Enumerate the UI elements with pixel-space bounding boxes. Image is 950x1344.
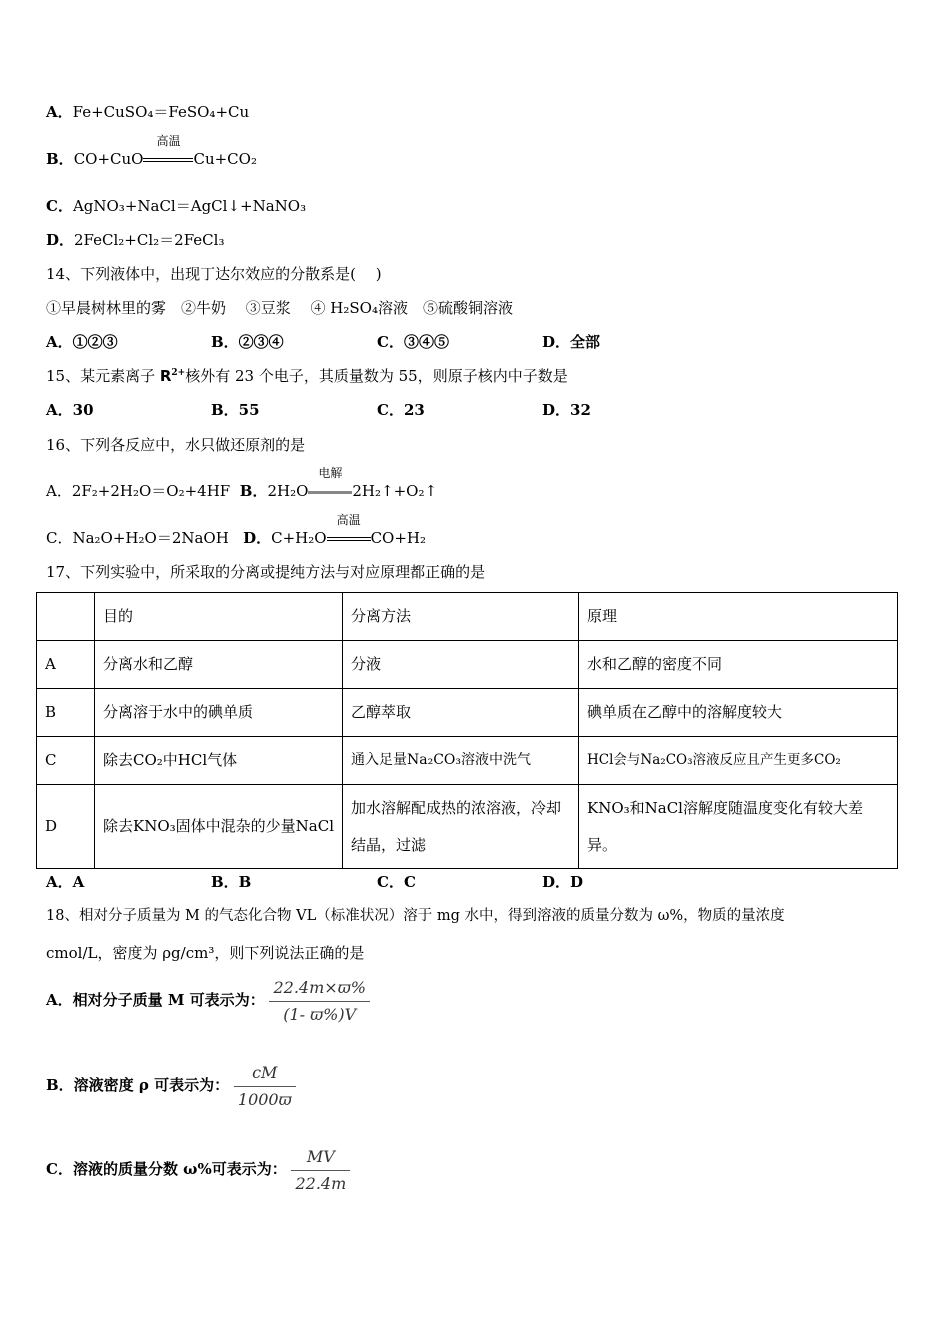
q18-c-denominator: 22.4m <box>295 1173 347 1193</box>
table-cell: 分离水和乙醇 <box>95 641 343 689</box>
q16-options-cd <box>46 513 427 548</box>
q16-b-arrow <box>308 466 352 501</box>
q14-option-b: B．②③④ <box>211 333 284 351</box>
q13-option-c <box>46 196 306 216</box>
table-header-cell <box>37 593 95 641</box>
q18-b-denominator: 1000ϖ <box>237 1089 292 1109</box>
q16-d-left: C+H₂O <box>271 529 327 547</box>
q13-c-label: C． <box>46 197 73 215</box>
q18-a-numerator: 22.4m×ϖ% <box>269 977 369 1002</box>
table-cell: 加水溶解配成热的浓溶液，冷却结晶，过滤 <box>343 785 579 869</box>
q13-d-label: D． <box>46 231 75 249</box>
q17-stem: 17、下列实验中，所采取的分离或提纯方法与对应原理都正确的是 <box>46 563 486 581</box>
q18-option-b <box>46 1060 296 1110</box>
q14-option-c: C．③④⑤ <box>377 333 449 351</box>
table-header-cell: 分离方法 <box>343 593 579 641</box>
q15-stem-start: 15、某元素离子 <box>46 367 160 385</box>
q16-b-right: 2H₂↑+O₂↑ <box>352 482 438 500</box>
table-cell: KNO₃和NaCl溶解度随温度变化有较大差异。 <box>579 785 898 869</box>
table-cell: 水和乙醇的密度不同 <box>579 641 898 689</box>
q14-items: ①早晨树林里的雾 ②牛奶 ③豆浆 ④ H₂SO₄溶液 ⑤硫酸铜溶液 <box>46 299 513 317</box>
q13-b-arrow <box>143 134 193 169</box>
table-cell: 除去KNO₃固体中混杂的少量NaCl <box>95 785 343 869</box>
table-cell: 乙醇萃取 <box>343 689 579 737</box>
q18-c-numerator: MV <box>291 1146 350 1171</box>
q16-d-condition: 高温 <box>336 513 361 527</box>
q13-b-label: B． <box>46 150 74 168</box>
table-cell: D <box>37 785 95 869</box>
q16-d-label: D． <box>243 529 272 547</box>
q13-d-equation: 2FeCl₂+Cl₂＝2FeCl₃ <box>74 231 225 249</box>
q18-option-c <box>46 1144 350 1194</box>
q13-option-b <box>46 134 257 169</box>
q15-ion-symbol: R <box>159 367 172 385</box>
q16-option-c: C．Na₂O+H₂O＝2NaOH <box>46 529 229 547</box>
q13-c-equation: AgNO₃+NaCl＝AgCl↓+NaNO₃ <box>72 197 307 215</box>
q17-option-b: B．B <box>211 873 252 891</box>
q13-option-a <box>46 102 249 122</box>
q16-stem: 16、下列各反应中，水只做还原剂的是 <box>46 436 306 454</box>
q14-stem: 14、下列液体中，出现丁达尔效应的分散系是( ) <box>46 265 382 283</box>
q17-options <box>46 872 916 892</box>
table-header-cell: 原理 <box>579 593 898 641</box>
q17-table <box>36 592 898 869</box>
q18-c-fraction <box>291 1146 350 1195</box>
table-cell: 碘单质在乙醇中的溶解度较大 <box>579 689 898 737</box>
q13-a-equation: Fe+CuSO₄＝FeSO₄+Cu <box>72 103 250 121</box>
table-cell: 除去CO₂中HCl气体 <box>95 737 343 785</box>
q15-option-b: B．55 <box>211 401 260 419</box>
q15-option-c: C．23 <box>377 401 425 419</box>
q14-option-a: A．①②③ <box>46 333 118 351</box>
q13-option-d <box>46 230 224 250</box>
q16-b-label: B． <box>239 482 268 500</box>
q14-option-d: D．全部 <box>542 333 601 351</box>
q18-stem-line2: cmol/L，密度为 ρg/cm³，则下列说法正确的是 <box>46 944 365 962</box>
table-header-cell: 目的 <box>95 593 343 641</box>
table-cell: A <box>37 641 95 689</box>
table-row <box>37 641 898 689</box>
q14-options <box>46 332 916 352</box>
q18-a-denominator: (1- ϖ%)V <box>283 1004 357 1024</box>
q15-stem-end: 核外有 23 个电子，其质量数为 55，则原子核内中子数是 <box>185 367 568 385</box>
q16-d-right: CO+H₂ <box>370 529 427 547</box>
table-row <box>37 737 898 785</box>
q15-options <box>46 400 916 420</box>
q17-option-a: A．A <box>46 873 85 891</box>
q18-b-numerator: cM <box>234 1062 296 1087</box>
q18-stem-line1: 18、相对分子质量为 M 的气态化合物 VL（标准状况）溶于 mg 水中，得到溶液的质量分数为 ω%，物质的量浓度 <box>46 908 785 924</box>
q16-option-a: A．2F₂+2H₂O＝O₂+4HF <box>46 482 231 500</box>
table-row <box>37 785 898 869</box>
table-cell: 分离溶于水中的碘单质 <box>95 689 343 737</box>
q16-b-condition: 电解 <box>318 466 343 480</box>
q18-a-fraction <box>269 977 369 1026</box>
q16-d-arrow <box>327 513 371 548</box>
q13-b-left: CO+CuO <box>73 150 144 168</box>
q18-c-text: C．溶液的质量分数 ω%可表示为： <box>46 1160 287 1178</box>
q18-b-text: B．溶液密度 ρ 可表示为： <box>46 1076 230 1094</box>
q13-a-label: A． <box>46 103 73 121</box>
q15-option-d: D．32 <box>542 401 591 419</box>
q17-option-c: C．C <box>377 873 416 891</box>
q13-b-right: Cu+CO₂ <box>193 150 257 168</box>
table-cell: HCl会与Na₂CO₃溶液反应且产生更多CO₂ <box>579 737 898 785</box>
table-cell: 通入足量Na₂CO₃溶液中洗气 <box>343 737 579 785</box>
table-cell: C <box>37 737 95 785</box>
table-row <box>37 689 898 737</box>
q15-stem <box>46 366 568 386</box>
q17-option-d: D．D <box>542 873 584 891</box>
q15-option-a: A．30 <box>46 401 94 419</box>
q15-ion-charge: 2+ <box>171 368 186 378</box>
q16-options-ab <box>46 466 438 501</box>
table-header-row <box>37 593 898 641</box>
q16-b-left: 2H₂O <box>267 482 309 500</box>
table-cell: B <box>37 689 95 737</box>
q18-b-fraction <box>234 1062 296 1111</box>
q13-b-condition: 高温 <box>156 134 181 148</box>
q18-a-text: A．相对分子质量 M 可表示为： <box>46 991 265 1009</box>
q18-option-a <box>46 975 370 1025</box>
table-cell: 分液 <box>343 641 579 689</box>
